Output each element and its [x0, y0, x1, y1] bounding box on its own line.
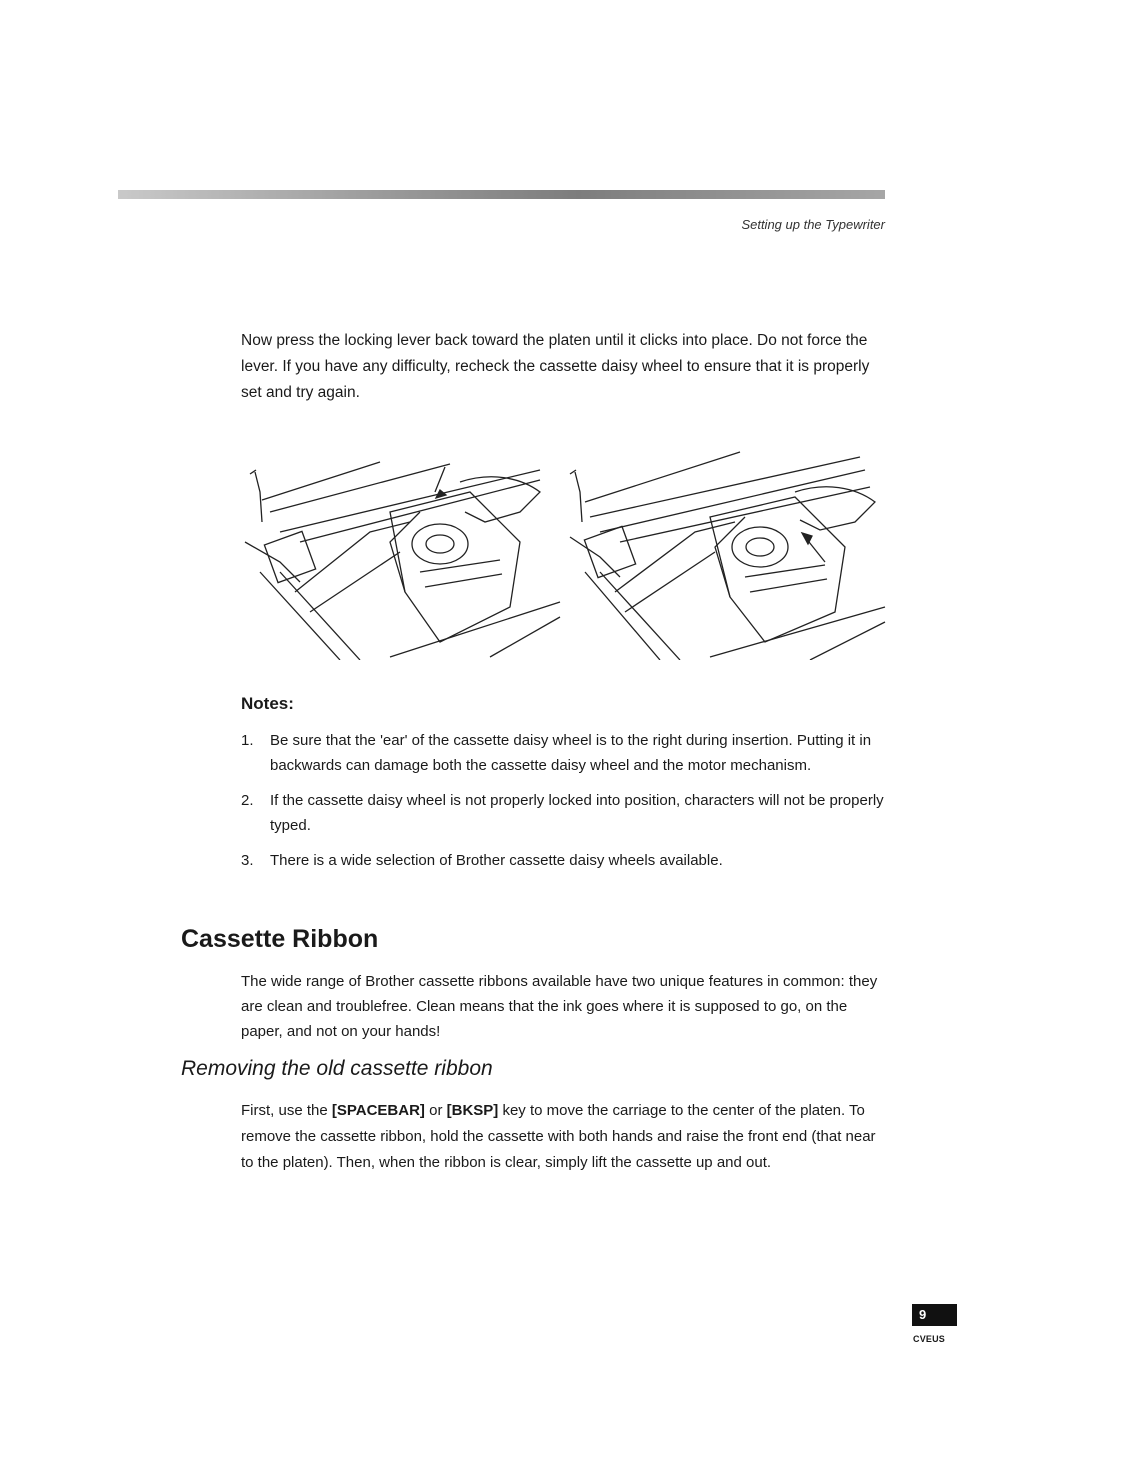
note-item [241, 788, 889, 838]
bksp-key-label: [BKSP] [446, 1102, 499, 1119]
intro-paragraph: Now press the locking lever back toward the platen until it clicks into place. Do not force the lever. If you have any difficulty, recheck the cassette daisy wheel to ensure that it is properly set and try again. [241, 332, 870, 401]
section-body: The wide range of Brother cassette ribbons available have two unique features in common: they are clean and troublefree. Clean means that the ink goes where it is supposed to go, on the paper, and not on your hands! [241, 973, 878, 1040]
subsection-body [241, 1098, 889, 1176]
note-text: If the cassette daisy wheel is not properly locked into position, characters will not be properly typed. [270, 792, 884, 834]
notes-list [241, 728, 889, 883]
note-text: Be sure that the 'ear' of the cassette daisy wheel is to the right during insertion. Putting it in backwards can damage both the cassette daisy wheel and the motor mechanism. [270, 732, 872, 774]
note-text: There is a wide selection of Brother cassette daisy wheels available. [270, 852, 723, 869]
figure-panel-left [245, 462, 560, 660]
note-number: 1. [241, 732, 254, 749]
subsection-text-before: First, use the [241, 1102, 332, 1119]
running-head: Setting up the Typewriter [741, 217, 885, 232]
note-number: 3. [241, 852, 254, 869]
note-item [241, 728, 889, 778]
note-number: 2. [241, 792, 254, 809]
notes-heading: Notes: [241, 694, 294, 713]
document-code: CVEUS [913, 1334, 946, 1344]
figure-panel-right [570, 452, 885, 660]
note-item [241, 848, 889, 873]
typewriter-illustration-icon [240, 432, 890, 660]
subsection-title: Removing the old cassette ribbon [181, 1057, 493, 1080]
header-rule [118, 190, 885, 199]
subsection-text-after: key to move the carriage to the center of the platen. To remove the cassette ribbon, hold the cassette with both hands and raise the front end (that near to the platen). Then, when the ribbon is clear, simply lift the cassette up and out. [241, 1102, 876, 1171]
page-number-badge: 9 [912, 1304, 957, 1326]
spacebar-key-label: [SPACEBAR] [331, 1102, 425, 1119]
section-title: Cassette Ribbon [181, 925, 379, 953]
cassette-insertion-figure [240, 432, 890, 660]
subsection-text-mid: or [424, 1102, 447, 1119]
